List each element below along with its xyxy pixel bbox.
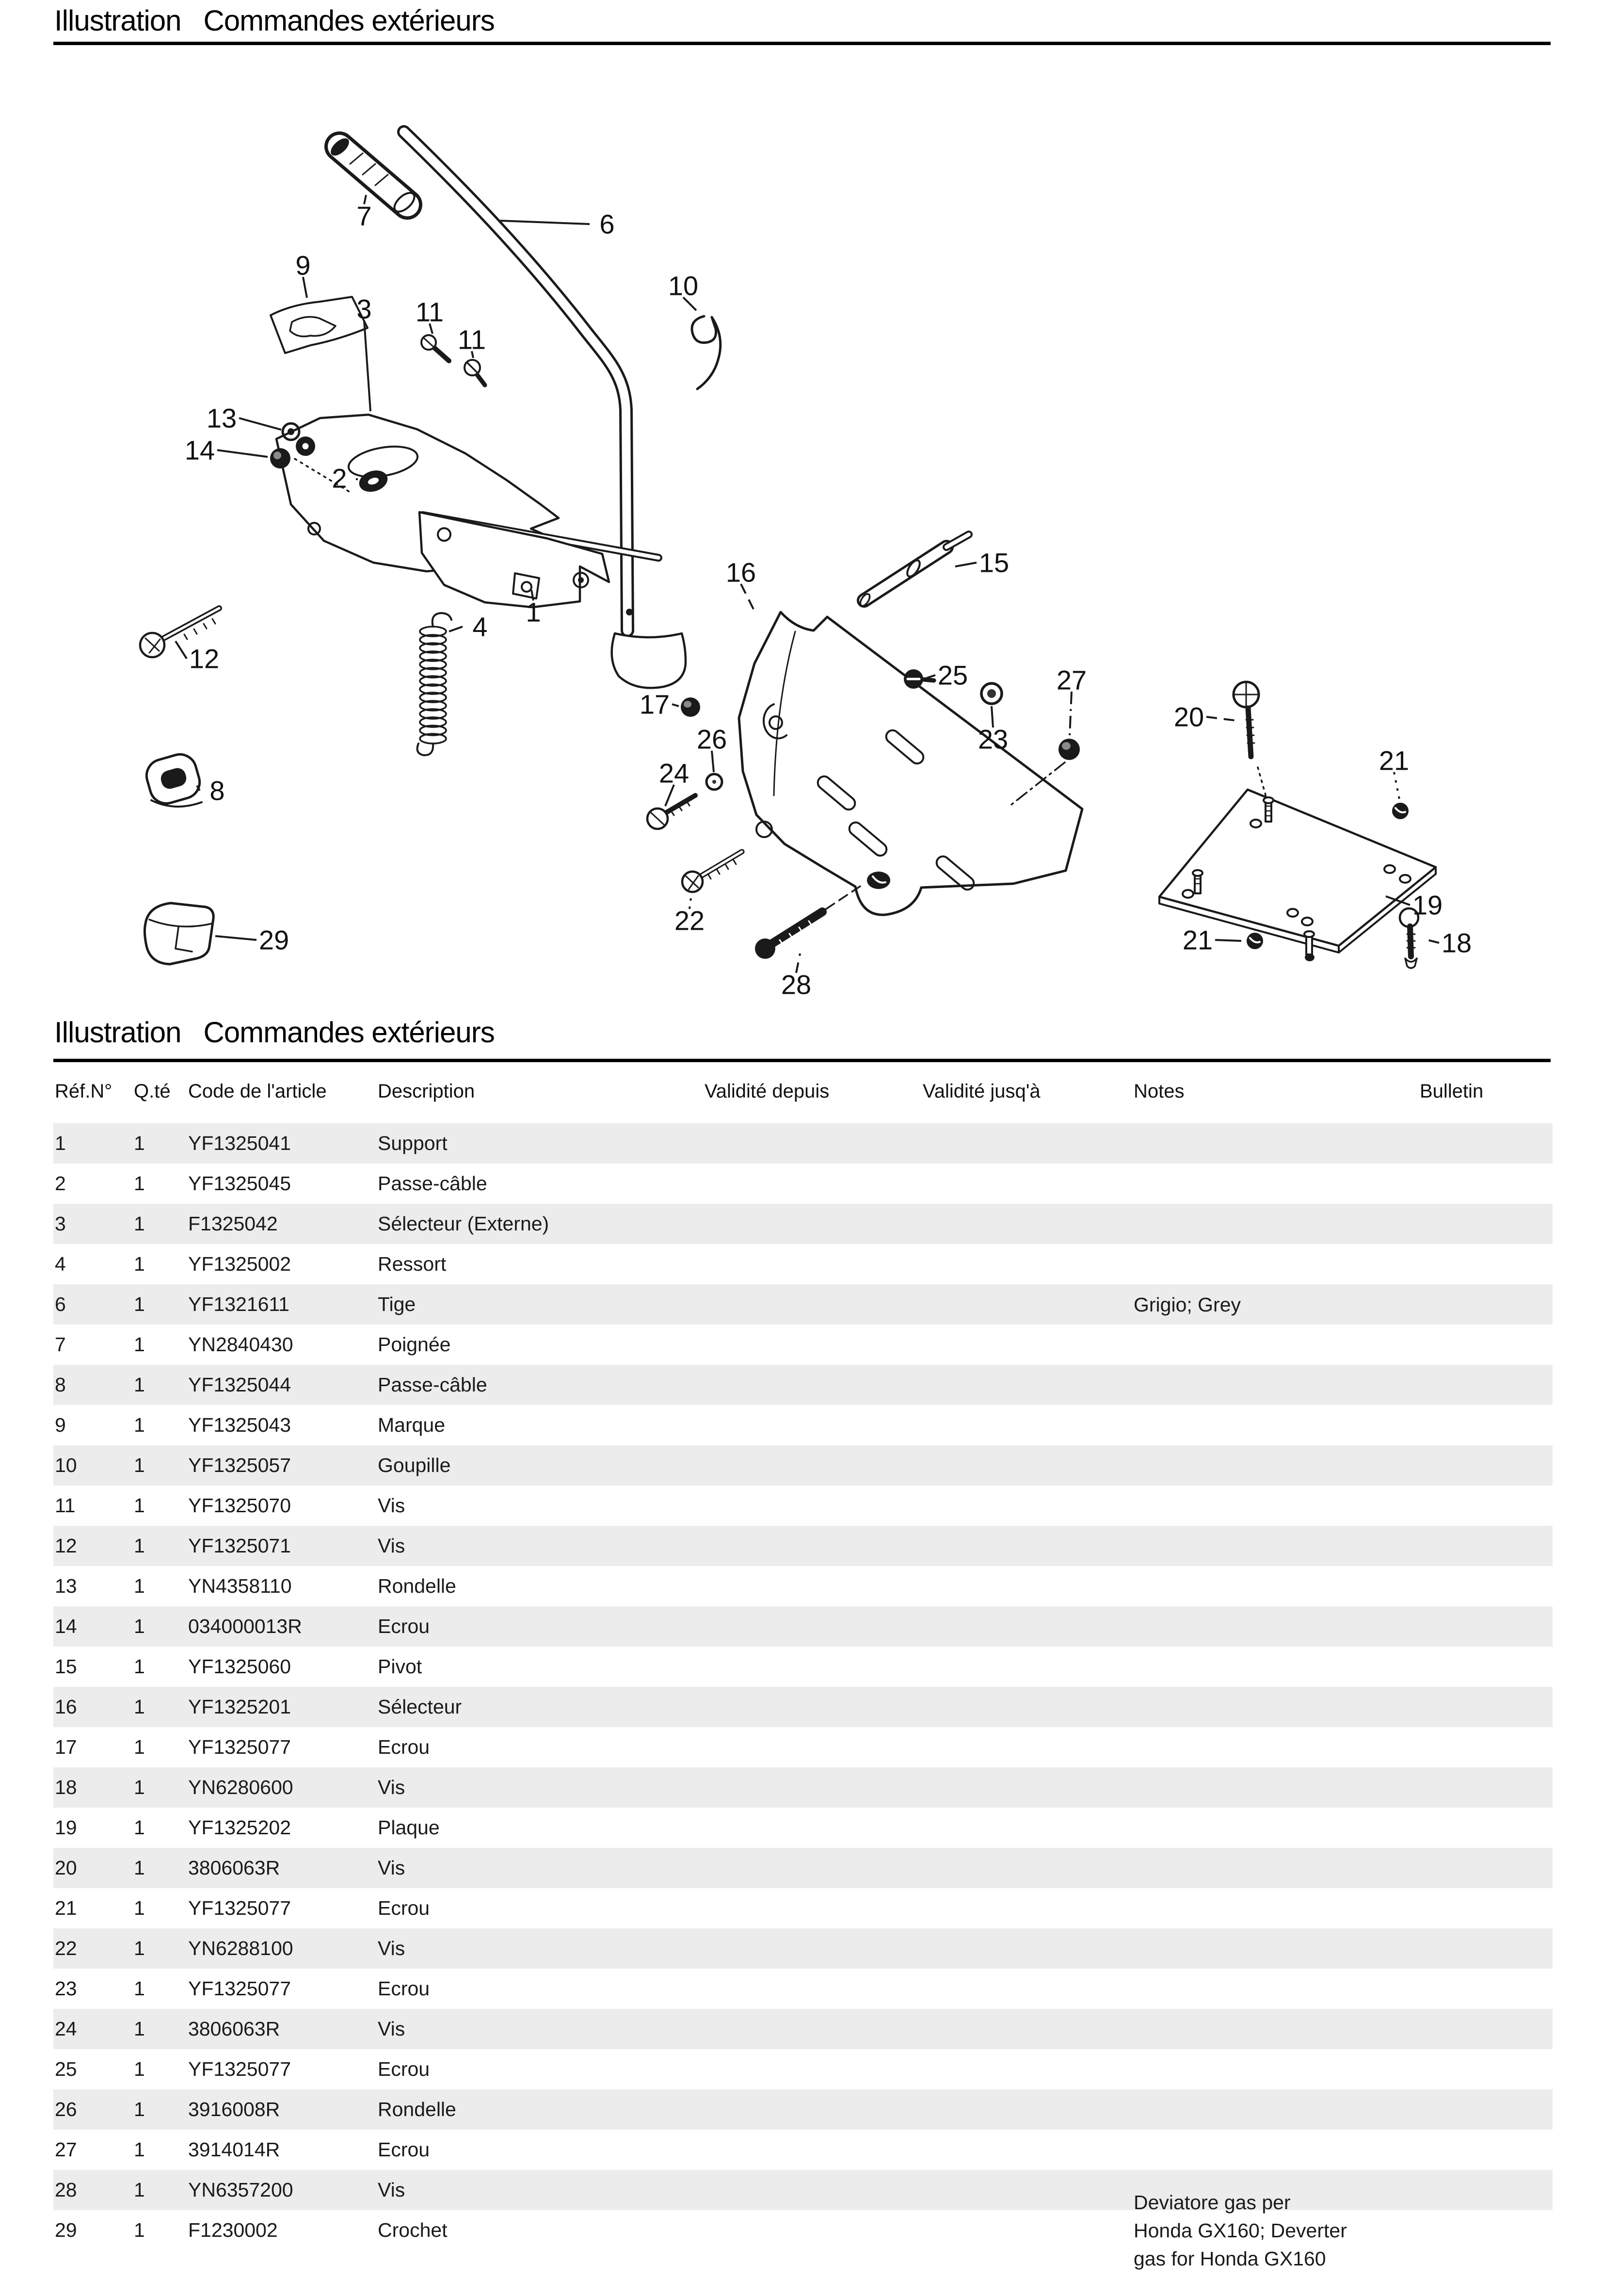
desc-cell: Ecrou (378, 1977, 430, 2000)
ref-cell: 6 (55, 1293, 66, 1315)
qty-cell: 1 (134, 1736, 145, 1758)
code-cell: YF1325077 (188, 2058, 291, 2080)
table-row (53, 1123, 1553, 1164)
table-row (53, 1808, 1553, 1848)
part-gasket-9 (271, 297, 368, 353)
leader-line-14 (217, 450, 268, 457)
table-row (53, 1727, 1553, 1767)
code-cell: YF1325070 (188, 1494, 291, 1517)
table-row (53, 1284, 1553, 1325)
desc-cell: Plaque (378, 1816, 440, 1839)
table-row (53, 1888, 1553, 1928)
part-nut-14 (270, 448, 290, 469)
ref-cell: 20 (55, 1857, 77, 1879)
leader-line-13 (239, 418, 281, 430)
desc-cell: Vis (378, 1776, 405, 1798)
part-label-1: 1 (526, 597, 541, 628)
qty-cell: 1 (134, 1213, 145, 1235)
ref-cell: 24 (55, 2018, 77, 2040)
code-cell: YN6288100 (188, 1937, 293, 1959)
part-label-26: 26 (696, 724, 727, 755)
notes-cell: Deviatore gas per Honda GX160; Deverter gas for Honda GX160 (1134, 2191, 1347, 2270)
page-title-word1: Illustration (54, 4, 181, 37)
desc-cell: Vis (378, 1937, 405, 1959)
code-cell: F1325042 (188, 1213, 278, 1235)
part-label-28: 28 (781, 969, 812, 1000)
part-label-20: 20 (1173, 701, 1204, 732)
code-cell: YN6357200 (188, 2179, 293, 2201)
qty-cell: 1 (134, 1857, 145, 1879)
ref-cell: 21 (55, 1897, 77, 1919)
code-cell: F1230002 (188, 2219, 278, 2241)
table-row (53, 1606, 1553, 1647)
code-cell: YF1325002 (188, 1253, 291, 1275)
ref-cell: 17 (55, 1736, 77, 1758)
desc-cell: Pivot (378, 1655, 422, 1678)
qty-cell: 1 (134, 1494, 145, 1517)
code-cell: YN4358110 (188, 1575, 292, 1597)
leader-line-21 (1394, 772, 1399, 799)
ref-cell: 28 (55, 2179, 77, 2201)
part-label-8: 8 (209, 775, 225, 806)
ref-cell: 27 (55, 2138, 77, 2161)
part-label-17: 17 (639, 689, 670, 720)
ref-cell: 8 (55, 1374, 66, 1396)
table-row (53, 1405, 1553, 1445)
leader-line-6 (500, 221, 590, 224)
part-washer-26 (706, 774, 722, 790)
leader-line-3 (364, 321, 370, 411)
part-label-2: 2 (332, 463, 347, 494)
diagram-part-shapes (140, 132, 1436, 968)
section-title-word1: Illustration (54, 1016, 181, 1049)
leader-line-4 (449, 627, 463, 631)
qty-cell: 1 (134, 1937, 145, 1959)
qty-cell: 1 (134, 1575, 145, 1597)
code-cell: YF1321611 (188, 1293, 289, 1315)
part-screw-11b (465, 360, 485, 385)
code-cell: YF1325077 (188, 1977, 291, 2000)
table-row (53, 1486, 1553, 1526)
ref-cell: 16 (55, 1696, 77, 1718)
desc-cell: Tige (378, 1293, 416, 1315)
desc-cell: Vis (378, 2018, 405, 2040)
leader-line-18 (1424, 939, 1439, 943)
desc-cell: Ecrou (378, 1736, 430, 1758)
part-label-11: 11 (457, 324, 486, 355)
part-pivot-15 (859, 534, 969, 608)
ref-cell: 19 (55, 1816, 77, 1839)
part-label-29: 29 (258, 924, 289, 955)
part-spring-4 (417, 613, 451, 755)
ref-cell: 12 (55, 1535, 77, 1557)
part-nut-23 (981, 683, 1002, 704)
qty-cell: 1 (134, 1535, 145, 1557)
qty-cell: 1 (134, 2219, 145, 2241)
part-label-19: 19 (1412, 889, 1443, 921)
table-header-row (53, 1081, 1553, 1109)
part-bolt-24 (647, 795, 695, 829)
table-row (53, 2049, 1553, 2089)
qty-cell: 1 (134, 1253, 145, 1275)
desc-cell: Ecrou (378, 1897, 430, 1919)
part-bolt-22 (682, 852, 742, 892)
section-title (54, 1016, 495, 1049)
column-header-6: Notes (1134, 1081, 1185, 1102)
qty-cell: 1 (134, 1172, 145, 1195)
desc-cell: Ecrou (378, 1615, 430, 1637)
part-label-4: 4 (472, 611, 488, 642)
part-label-15: 15 (978, 547, 1010, 578)
code-cell: 034000013R (188, 1615, 302, 1637)
table-row (53, 2191, 1553, 2270)
exploded-diagram (0, 0, 1603, 1009)
ref-cell: 25 (55, 2058, 77, 2080)
code-cell: YF1325043 (188, 1414, 291, 1436)
code-cell: YF1325045 (188, 1172, 291, 1195)
code-cell: YF1325077 (188, 1736, 291, 1758)
part-label-14: 14 (184, 435, 215, 466)
column-header-7: Bulletin (1420, 1081, 1484, 1102)
qty-cell: 1 (134, 1615, 145, 1637)
ref-cell: 13 (55, 1575, 77, 1597)
code-cell: YF1325044 (188, 1374, 291, 1396)
leader-line-17 (672, 704, 679, 706)
qty-cell: 1 (134, 2138, 145, 2161)
table-row (53, 2130, 1553, 2170)
part-nut-21b (1247, 933, 1263, 949)
qty-cell: 1 (134, 2018, 145, 2040)
ref-cell: 15 (55, 1655, 77, 1678)
table-row (53, 2089, 1553, 2130)
part-label-16: 16 (725, 557, 756, 588)
leader-line-20 (1206, 717, 1237, 721)
ref-cell: 22 (55, 1937, 77, 1959)
ref-cell: 3 (55, 1213, 66, 1235)
leader-line-27 (1070, 692, 1072, 736)
desc-cell: Rondelle (378, 1575, 456, 1597)
column-header-4: Validité depuis (705, 1081, 830, 1102)
part-bolt-28 (755, 886, 861, 959)
part-label-7: 7 (356, 200, 372, 231)
part-selector-16 (739, 612, 1082, 915)
desc-cell: Goupille (378, 1454, 451, 1476)
code-cell: YF1325202 (188, 1816, 291, 1839)
part-grip-7 (328, 135, 417, 215)
page-title-word2: Commandes extérieurs (203, 4, 495, 37)
table-row (53, 1204, 1553, 1244)
qty-cell: 1 (134, 1132, 145, 1154)
qty-cell: 1 (134, 2058, 145, 2080)
part-hook-29 (144, 903, 213, 964)
qty-cell: 1 (134, 1454, 145, 1476)
part-label-23: 23 (978, 724, 1009, 755)
code-cell: YN6280600 (188, 1776, 293, 1798)
table-row (53, 1244, 1553, 1284)
qty-cell: 1 (134, 1414, 145, 1436)
column-header-5: Validité jusq'à (923, 1081, 1041, 1102)
qty-cell: 1 (134, 1374, 145, 1396)
desc-cell: Rondelle (378, 2098, 456, 2120)
qty-cell: 1 (134, 2098, 145, 2120)
code-cell: 3916008R (188, 2098, 280, 2120)
table-row (53, 1445, 1553, 1486)
desc-cell: Support (378, 1132, 448, 1154)
ref-cell: 9 (55, 1414, 66, 1436)
notes-cell: Grigio; Grey (1134, 1293, 1241, 1316)
section-rule (53, 1059, 1551, 1062)
column-header-1: Q.té (134, 1081, 171, 1102)
parts-table (53, 1123, 1553, 2270)
code-cell: YF1325071 (188, 1535, 291, 1557)
table-row (53, 1164, 1553, 1204)
qty-cell: 1 (134, 1293, 145, 1315)
part-label-9: 9 (295, 250, 311, 281)
desc-cell: Passe-câble (378, 1172, 487, 1195)
part-bolt-11a (421, 335, 449, 361)
qty-cell: 1 (134, 1816, 145, 1839)
column-header-2: Code de l'article (188, 1081, 327, 1102)
part-label-21: 21 (1379, 745, 1410, 776)
ref-cell: 4 (55, 1253, 66, 1275)
table-row (53, 1928, 1553, 1969)
desc-cell: Marque (378, 1414, 446, 1436)
table-row (53, 1767, 1553, 1808)
part-label-22: 22 (674, 905, 705, 936)
desc-cell: Ressort (378, 1253, 447, 1275)
code-cell: YF1325077 (188, 1897, 291, 1919)
part-grommet-8 (143, 750, 203, 807)
part-label-18: 18 (1441, 927, 1472, 958)
part-label-3: 3 (356, 293, 372, 324)
qty-cell: 1 (134, 1696, 145, 1718)
code-cell: YF1325201 (188, 1696, 291, 1718)
column-header-0: Réf.N° (55, 1081, 112, 1102)
desc-cell: Passe-câble (378, 1374, 487, 1396)
part-label-6: 6 (599, 209, 615, 240)
ref-cell: 11 (55, 1494, 76, 1517)
table-row (53, 2009, 1553, 2049)
code-cell: YN2840430 (188, 1333, 293, 1356)
qty-cell: 1 (134, 1776, 145, 1798)
desc-cell: Vis (378, 2179, 405, 2201)
part-label-13: 13 (206, 403, 237, 434)
qty-cell: 1 (134, 1897, 145, 1919)
leader-line-16 (741, 584, 754, 611)
section-title-word2: Commandes extérieurs (203, 1016, 495, 1049)
ref-cell: 26 (55, 2098, 77, 2120)
part-label-11: 11 (415, 296, 444, 327)
code-cell: 3914014R (188, 2138, 280, 2161)
desc-cell: Sélecteur (Externe) (378, 1213, 549, 1235)
code-cell: YF1325041 (188, 1132, 291, 1154)
qty-cell: 1 (134, 2179, 145, 2201)
leader-line-12 (176, 641, 187, 659)
part-clip-10 (692, 316, 721, 389)
part-label-27: 27 (1056, 664, 1087, 695)
table-row (53, 1325, 1553, 1365)
desc-cell: Ecrou (378, 2058, 430, 2080)
table-row (53, 1969, 1553, 2009)
part-label-12: 12 (189, 643, 220, 674)
ref-cell: 1 (55, 1132, 66, 1154)
desc-cell: Vis (378, 1494, 405, 1517)
table-row (53, 1526, 1553, 1566)
part-label-25: 25 (937, 660, 968, 691)
table-row (53, 1848, 1553, 1888)
leader-line-29 (215, 936, 256, 940)
column-header-3: Description (378, 1081, 475, 1102)
code-cell: YF1325057 (188, 1454, 291, 1476)
code-cell: 3806063R (188, 2018, 280, 2040)
ref-cell: 10 (55, 1454, 77, 1476)
part-bolt-25 (904, 669, 934, 689)
part-label-10: 10 (668, 270, 699, 301)
table-row (53, 1647, 1553, 1687)
desc-cell: Poignée (378, 1333, 451, 1356)
part-screw-20 (1234, 682, 1259, 757)
ref-cell: 23 (55, 1977, 77, 2000)
exploded-diagram-svg (0, 0, 1603, 1009)
ref-cell: 2 (55, 1172, 66, 1195)
part-label-24: 24 (658, 758, 689, 789)
leader-line-15 (955, 563, 977, 566)
code-cell: 3806063R (188, 1857, 280, 1879)
qty-cell: 1 (134, 1655, 145, 1678)
ref-cell: 14 (55, 1615, 77, 1637)
part-nut-21a (1392, 803, 1409, 819)
part-label-21: 21 (1182, 924, 1213, 955)
desc-cell: Vis (378, 1535, 405, 1557)
qty-cell: 1 (134, 1977, 145, 2000)
leader-line-21 (1215, 940, 1241, 941)
desc-cell: Crochet (378, 2219, 448, 2241)
part-nut-17 (681, 697, 700, 717)
table-row (53, 1566, 1553, 1606)
desc-cell: Sélecteur (378, 1696, 462, 1718)
table-row (53, 1687, 1553, 1727)
ref-cell: 7 (55, 1333, 66, 1356)
ref-cell: 18 (55, 1776, 77, 1798)
table-row (53, 1365, 1553, 1405)
desc-cell: Ecrou (378, 2138, 430, 2161)
ref-cell: 29 (55, 2219, 77, 2241)
code-cell: YF1325060 (188, 1655, 291, 1678)
desc-cell: Vis (378, 1857, 405, 1879)
qty-cell: 1 (134, 1333, 145, 1356)
